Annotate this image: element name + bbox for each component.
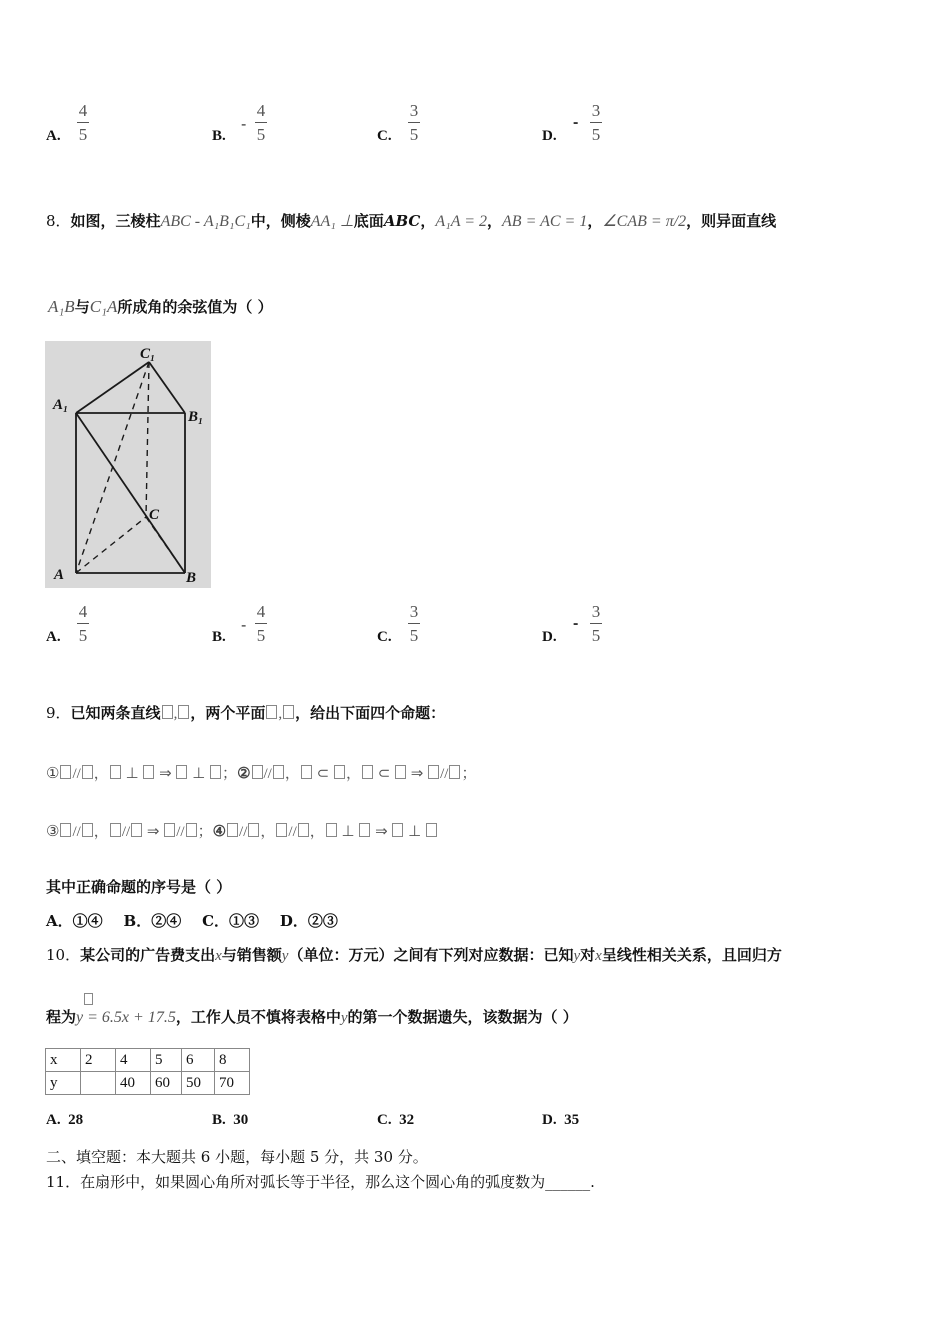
edge-expr: AA₁ ⊥ [310, 213, 354, 230]
table-cell: x [46, 1049, 81, 1072]
eq-ab-ac: AB = AC = 1 [502, 213, 588, 230]
q8-text: 中，侧棱 [250, 212, 311, 230]
denominator: 5 [78, 125, 88, 144]
label-c1: C₁ [140, 346, 156, 362]
regression-equation: y = 6.5x + 17.5 [76, 1009, 176, 1026]
numerator: 4 [78, 602, 88, 621]
q10-text: 某公司的广告费支出 [80, 946, 216, 964]
q10-line2 [46, 1006, 578, 1027]
q10-text: 呈线性相关关系，且回归方 [601, 946, 782, 964]
table-cell: 5 [151, 1049, 182, 1072]
table-cell: y [46, 1072, 81, 1095]
q8-line1 [46, 210, 776, 231]
base-name: ABC [383, 212, 421, 230]
line-c1a: C₁A [89, 297, 118, 316]
numerator: 3 [409, 602, 419, 621]
option-b-fraction [255, 603, 267, 645]
numerator: 3 [591, 602, 601, 621]
var-y: y [573, 948, 581, 964]
numerator: 3 [409, 101, 419, 120]
table-cell: 6 [182, 1049, 215, 1072]
option-c-fraction [408, 102, 420, 144]
option-a-fraction [77, 102, 89, 144]
label-b1: B₁ [188, 409, 204, 425]
prop-2-mark: ② [237, 764, 251, 782]
option-d-fraction [590, 603, 602, 645]
option-b-fraction [255, 102, 267, 144]
numerator: 4 [78, 101, 88, 120]
q11-text: 11．在扇形中，如果圆心角所对弧长等于半径，那么这个圆心角的弧度数为______. [46, 1173, 595, 1191]
table-cell: 40 [116, 1072, 151, 1095]
missing-glyph-box [162, 705, 173, 719]
denominator: 5 [591, 626, 601, 645]
q10-text: ，工作人员不慎将表格中 [175, 1008, 341, 1026]
q9-propositions-1-2: ① // ， ⊥ ⇒ ⊥ ；② // ， ⊂ ， ⊂ ⇒ // ； [46, 764, 477, 782]
label-b: B [186, 570, 197, 586]
denominator: 5 [78, 626, 88, 645]
hat-glyph-box [84, 993, 93, 1005]
missing-glyph-box [266, 705, 277, 719]
data-table [45, 1048, 250, 1095]
prop-1-mark: ① [46, 764, 60, 782]
option-a-label: A. [46, 629, 61, 645]
denominator: 5 [256, 125, 266, 144]
question-number: 10． [46, 946, 81, 964]
option-c-fraction [408, 603, 420, 645]
q10-line1 [46, 944, 782, 965]
q8-text: 所成角的余弦值为（ ） [117, 298, 273, 316]
q8-text: 与 [74, 298, 90, 316]
q9-propositions-3-4: ③ // ， // ⇒ // ；④ // ， // ， ⊥ ⇒ ⊥ [46, 820, 438, 841]
line-a1b: A₁B [48, 297, 75, 316]
q8-text: 如图，三棱柱 [70, 212, 161, 230]
q9-question: 其中正确命题的序号是（ ） [46, 878, 232, 896]
option-c-label: C. [377, 128, 392, 144]
table-cell [81, 1072, 116, 1095]
section-heading: 二、填空题：本大题共 6 小题，每小题 5 分，共 30 分。 [46, 1148, 428, 1166]
missing-glyph-box [283, 705, 294, 719]
q9-text: ，给出下面四个命题： [295, 704, 446, 722]
q10-text: 的第一个数据遗失，该数据为（ ） [347, 1008, 578, 1026]
numerator: 3 [591, 101, 601, 120]
q10-text: （单位：万元）之间有下列对应数据：已知 [288, 946, 574, 964]
denominator: 5 [591, 125, 601, 144]
option-a: A. 28 [46, 1112, 84, 1128]
missing-glyph-box [178, 705, 189, 719]
denominator: 5 [409, 626, 419, 645]
q9-options: A．①④ B．②④ C．①③ D．②③ [46, 912, 338, 930]
var-x: x [595, 948, 602, 964]
label-c: C [149, 507, 160, 523]
angle-cab: ∠CAB = π/2 [602, 213, 687, 230]
var-x: x [215, 948, 222, 964]
option-d: D. 35 [542, 1112, 580, 1128]
table-cell: 60 [151, 1072, 182, 1095]
label-a: A [54, 567, 65, 583]
option-b: B. 30 [212, 1112, 249, 1128]
option-d-label: D. [542, 128, 557, 144]
table-cell: 50 [182, 1072, 215, 1095]
table-row [46, 1072, 250, 1095]
option-a-fraction [77, 603, 89, 645]
q8-text: ， [420, 212, 436, 230]
minus-sign: - [241, 116, 247, 133]
table-cell: 70 [215, 1072, 250, 1095]
q10-text: 与销售额 [221, 946, 282, 964]
label-a1: A₁ [53, 397, 69, 413]
q8-line2 [48, 296, 273, 317]
question-number: 9． [46, 704, 71, 722]
prism-diagram [45, 341, 211, 588]
option-c-label: C. [377, 629, 392, 645]
eq-a1a: A₁A = 2 [435, 213, 487, 230]
prop-3-mark: ③ [46, 822, 60, 840]
minus-sign: - [241, 617, 247, 634]
prism-name: ABC - A₁B₁C₁ [160, 213, 251, 230]
table-row [46, 1049, 250, 1072]
table-cell: 2 [81, 1049, 116, 1072]
minus-sign: - [573, 114, 579, 131]
q10-text: 对 [580, 946, 596, 964]
option-a-label: A. [46, 128, 61, 144]
q8-text: ， [487, 212, 503, 230]
denominator: 5 [256, 626, 266, 645]
q9-text: 已知两条直线 [70, 704, 161, 722]
q8-text: ，则异面直线 [686, 212, 777, 230]
question-number: 8． [46, 212, 71, 230]
option-d-fraction [590, 102, 602, 144]
table-cell: 4 [116, 1049, 151, 1072]
q9-text: ，两个平面 [190, 704, 266, 722]
option-b-label: B. [212, 629, 226, 645]
minus-sign: - [573, 615, 579, 632]
q9-stem: 9．已知两条直线 , ，两个平面 , ，给出下面四个命题： [46, 704, 446, 722]
denominator: 5 [409, 125, 419, 144]
var-y: y [340, 1010, 348, 1026]
option-b-label: B. [212, 128, 226, 144]
option-c: C. 32 [377, 1112, 415, 1128]
q8-text: 底面 [353, 212, 384, 230]
numerator: 4 [256, 101, 266, 120]
table-cell: 8 [215, 1049, 250, 1072]
prop-4-mark: ④ [212, 822, 227, 840]
q10-text: 程为 [46, 1008, 77, 1026]
var-y: y [281, 948, 289, 964]
option-d-label: D. [542, 629, 557, 645]
numerator: 4 [256, 602, 266, 621]
prism-figure [45, 341, 211, 588]
q8-text: ， [587, 212, 603, 230]
